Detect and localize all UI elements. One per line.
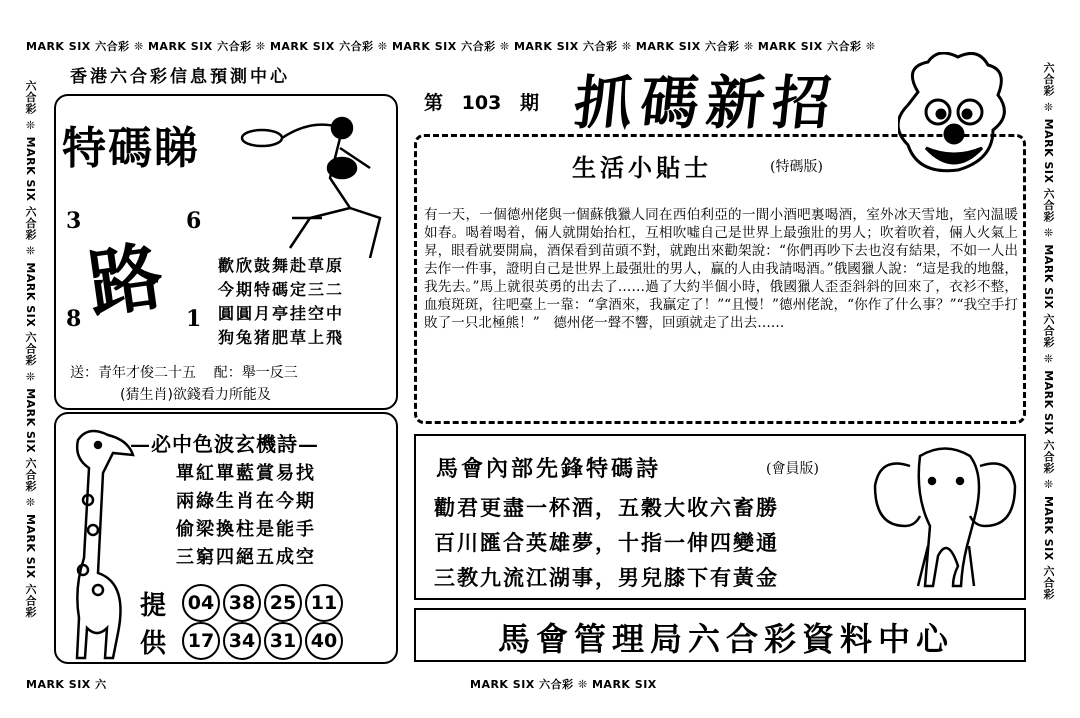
- number-ball: 04: [182, 584, 220, 622]
- number-row-2: [140, 622, 346, 660]
- gong-label: 供: [140, 628, 167, 659]
- tips-body: 有一天，一個德州佬與一個蘇俄獵人同在西伯利亞的一間小酒吧裏喝酒，室外冰天雪地，室內温暖如春。喝着喝着，倆人就開始抬杠，互相吹噓自己是世界上最強壯的男人；吹着吹着，倆人火氣上昇，眼看就要開扁，酒保看到苗頭不對，就跑出來勸架說：“你們再吵下去也沒有結果，不如一人出去作一件事，證明自己是世界上最强壯的男人，贏的人由我請喝酒。”俄國獵人說：“這是我的地盤，我先去。”馬上就很英勇的出去了……過了大約半個小時，俄國獵人歪歪斜斜的回來了，衣衫不整，血痕斑斑，往吧臺上一靠：“拿酒來，我贏定了！”“且慢！”德州佬說，“你作了什么事？”“我空手打敗了一只北極熊！” 德州佬一聲不響，回頭就走了出去……: [424, 207, 1018, 331]
- gift-line: 送：青年才俊二十五 配：舉一反三: [70, 365, 298, 381]
- color-poem-line-3: 偷梁換柱是能手: [176, 519, 316, 540]
- tema-poem-line-4: 狗兔猪肥草上飛: [218, 328, 345, 347]
- tema-poem: [218, 254, 344, 350]
- top-border-text: MARK SIX 六合彩 ❊ MARK SIX 六合彩 ❊ MARK SIX 六合彩 ❊ MARK SIX 六合彩 ❊ MARK SIX 六合彩 ❊ MARK SIX 六合彩 ❊ MARK SIX 六合彩 ❊: [26, 40, 876, 53]
- tema-poem-line-3: 圓圓月亭挂空中: [218, 304, 345, 323]
- vanguard-line-2: 百川匯合英雄夢，十指一伸四變通: [434, 530, 779, 555]
- corner-number-bl: 8: [66, 306, 82, 332]
- number-ball: 25: [264, 584, 302, 622]
- issue-number: 103: [461, 92, 502, 114]
- issue-prefix: 第: [424, 92, 444, 114]
- left-border-text: 六合彩 ❊ MARK SIX 六合彩 ❊ MARK SIX 六合彩 ❊ MARK SIX 六合彩 ❊ MARK SIX 六合彩: [24, 80, 37, 618]
- tips-subtitle: (特碼版): [770, 159, 823, 175]
- corner-number-br: 1: [186, 306, 202, 332]
- giraffe-illustration: [58, 420, 138, 660]
- number-row-1: [140, 584, 346, 622]
- vanguard-line-1: 勸君更盡一杯酒，五穀大收六畜勝: [434, 495, 779, 520]
- vanguard-subtitle: (會員版): [766, 461, 819, 477]
- big-char: 路: [83, 233, 169, 329]
- right-border-text: 六合彩 ❊ MARK SIX 六合彩 ❊ MARK SIX 六合彩 ❊ MARK SIX 六合彩 ❊ MARK SIX 六合彩: [1042, 62, 1055, 600]
- vanguard-line-3: 三教九流江湖事，男兒膝下有黃金: [434, 565, 779, 590]
- footer-banner-text: 馬會管理局六合彩資料中心: [497, 620, 954, 658]
- elephant-illustration: [870, 436, 1022, 596]
- ti-label: 提: [140, 590, 167, 621]
- number-ball: 38: [223, 584, 261, 622]
- corner-number-tl: 3: [66, 208, 82, 234]
- number-ball: 40: [305, 622, 343, 660]
- color-poem-title: —必中色波玄機詩—: [130, 432, 319, 456]
- vanguard-lines: [434, 490, 779, 595]
- dancer-illustration: [222, 108, 398, 258]
- corner-number-tr: 6: [186, 208, 202, 234]
- number-ball: 17: [182, 622, 220, 660]
- color-poem-line-2: 兩綠生肖在今期: [176, 491, 316, 512]
- color-poem-line-1: 單紅單藍賞易找: [176, 463, 316, 484]
- number-ball: 31: [264, 622, 302, 660]
- tema-poem-line-1: 歡欣鼓舞赴草原: [218, 256, 345, 275]
- vanguard-title: 馬會內部先鋒特碼詩: [436, 456, 662, 482]
- issue-suffix: 期: [519, 92, 539, 114]
- tema-poem-line-2: 今期特碼定三二: [218, 280, 345, 299]
- number-ball: 11: [305, 584, 343, 622]
- tips-title: 生活小貼士: [572, 153, 712, 182]
- main-title: 抓碼新招: [570, 69, 843, 137]
- issue-line: [424, 88, 539, 115]
- center-name: 香港六合彩信息預測中心: [70, 67, 290, 87]
- tema-title: 特碼睇: [62, 123, 200, 174]
- color-poem-lines: [176, 460, 316, 572]
- bottom-center-border-text: MARK SIX 六合彩 ❊ MARK SIX: [470, 678, 657, 691]
- color-poem-line-4: 三窮四絕五成空: [176, 547, 316, 568]
- hint-line: (猜生肖)欲錢看力所能及: [120, 387, 271, 403]
- bottom-left-border-text: MARK SIX 六: [26, 678, 107, 691]
- number-ball: 34: [223, 622, 261, 660]
